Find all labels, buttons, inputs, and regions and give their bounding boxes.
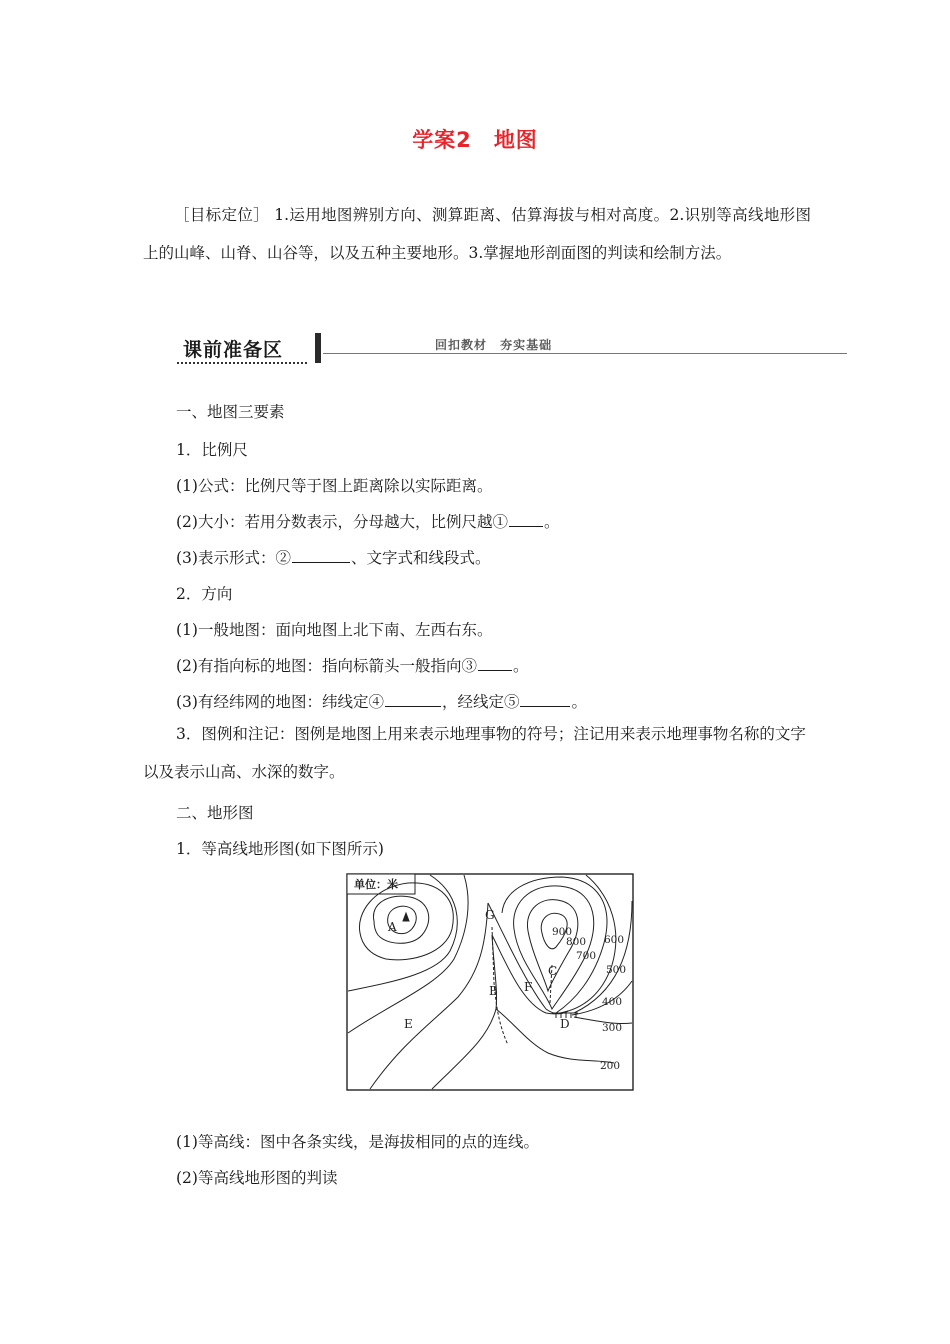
sec1-s2: 2．方向 bbox=[176, 585, 233, 603]
sec1-heading: 一、地图三要素 bbox=[176, 403, 285, 421]
sec1-s2-1: (1)一般地图：面向地图上北下南、左西右东。 bbox=[176, 621, 493, 639]
sec1-s1-1: (1)公式：比例尺等于图上距离除以实际距离。 bbox=[176, 477, 493, 495]
page-title bbox=[0, 124, 950, 154]
answer-blank-4[interactable] bbox=[385, 692, 441, 707]
point-g-label: G bbox=[485, 908, 495, 922]
answer-blank-1[interactable] bbox=[509, 512, 543, 527]
banner-rule bbox=[323, 353, 847, 354]
answer-blank-5[interactable] bbox=[520, 692, 570, 707]
sec1-s1-3: (3)表示形式：② 、文字式和线段式。 bbox=[176, 549, 491, 567]
section-banner bbox=[177, 333, 847, 367]
point-b-label: B bbox=[489, 984, 498, 998]
contour-700-label: 700 bbox=[576, 950, 597, 962]
point-e-label: E bbox=[404, 1017, 413, 1031]
sec2-heading: 二、地形图 bbox=[176, 804, 254, 822]
title-lesson: 学案2 bbox=[412, 128, 472, 152]
unit-label: 单位：米 bbox=[354, 878, 398, 891]
answer-blank-2[interactable] bbox=[292, 548, 350, 563]
sec2-s1: 1．等高线地形图(如下图所示) bbox=[176, 840, 384, 858]
banner-label: 课前准备区 bbox=[183, 339, 284, 361]
sec2-p2: (2)等高线地形图的判读 bbox=[176, 1169, 338, 1187]
dashed-lines bbox=[492, 927, 552, 1045]
contour-300-label: 300 bbox=[602, 1022, 623, 1034]
sec1-s2-3: (3)有经纬网的地图：纬线定④ ，经线定⑤ 。 bbox=[176, 693, 587, 711]
banner-bar bbox=[315, 333, 321, 363]
point-d-label: D bbox=[560, 1017, 570, 1031]
sec1-s1-2: (2)大小：若用分数表示，分母越大，比例尺越① 。 bbox=[176, 513, 560, 531]
point-c-label: C bbox=[548, 964, 558, 978]
contour-500-label: 500 bbox=[606, 964, 627, 976]
west-contours bbox=[348, 875, 497, 1089]
sec2-p1: (1)等高线：图中各条实线，是海拔相同的点的连线。 bbox=[176, 1133, 539, 1151]
point-a-label: A bbox=[388, 920, 397, 934]
point-f-label: F bbox=[524, 980, 533, 994]
peak-triangle-icon bbox=[403, 913, 409, 921]
sec1-s1: 1．比例尺 bbox=[176, 441, 248, 459]
banner-dotted-underline bbox=[177, 362, 307, 364]
sec1-s3: 3．图例和注记：图例是地图上用来表示地理事物的符号；注记用来表示地理事物名称的文字以及表示山高、水深的数字。 bbox=[143, 725, 806, 781]
title-topic: 地图 bbox=[493, 128, 538, 152]
sec1-s2-2: (2)有指向标的地图：指向标箭头一般指向③ 。 bbox=[176, 657, 529, 675]
contour-map bbox=[346, 873, 636, 1093]
contour-600-label: 600 bbox=[604, 934, 625, 946]
ridge-valley-contours bbox=[488, 903, 614, 1063]
goal-paragraph: ［目标定位］ 1.运用地图辨别方向、测算距离、估算海拔与相对高度。2.识别等高线地形图上的山峰、山脊、山谷等，以及五种主要地形。3.掌握地形剖面图的判读和绘制方法。 bbox=[143, 206, 811, 262]
contour-400-label: 400 bbox=[602, 996, 623, 1008]
answer-blank-3[interactable] bbox=[478, 656, 512, 671]
contour-900-label: 900 bbox=[552, 926, 573, 938]
contour-800-label: 800 bbox=[566, 936, 587, 948]
contour-200-label: 200 bbox=[600, 1060, 621, 1072]
banner-subtitle: 回扣教材 夯实基础 bbox=[435, 338, 553, 352]
